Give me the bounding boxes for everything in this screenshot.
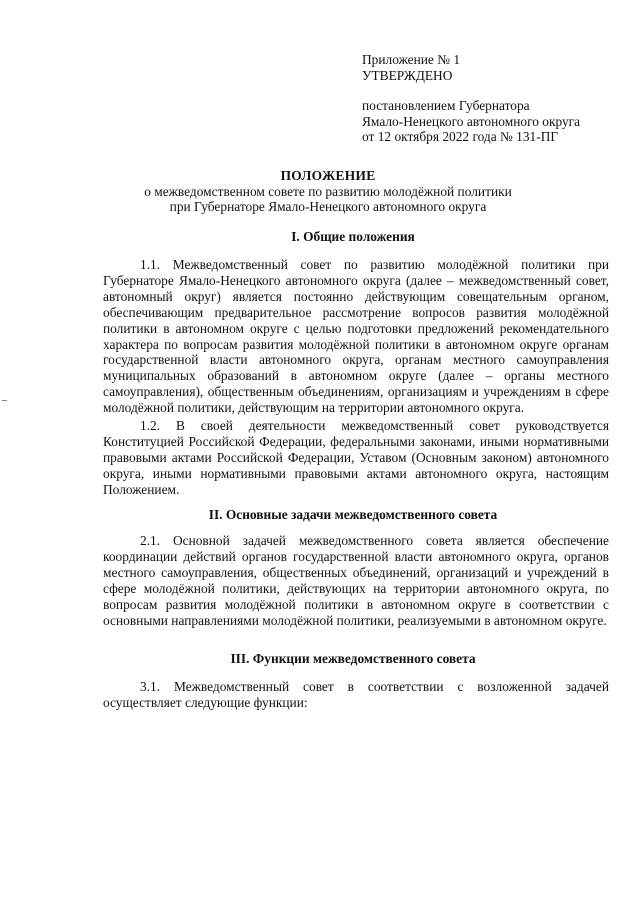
paragraph-1-2: 1.2. В своей деятельности межведомственный совет руководствуется Конституцией Российской Федерации, федеральными законами, иными нормативными правовыми актами Российской Федерации, Уставом (Основным законом) автономного округа, иными нормативными правовыми актами автономного округа, настоящим Положением.: [103, 418, 609, 497]
document-subtitle-line-2: при Губернаторе Ямало-Ненецкого автономного округа: [169, 199, 487, 214]
document-title: ПОЛОЖЕНИЕ: [280, 168, 376, 183]
scan-margin-mark: [2, 400, 7, 401]
appendix-approval-block: [362, 52, 622, 145]
paragraph-3-1: 3.1. Межведомственный совет в соответствии с возложенной задачей осуществляет следующие функции:: [103, 679, 609, 710]
spacer: [362, 83, 622, 98]
appendix-number: Приложение № 1: [362, 52, 461, 67]
paragraph-1-1: 1.1. Межведомственный совет по развитию молодёжной политики при Губернаторе Ямало-Ненецкого автономного округа (далее – межведомственный совет, автономный округ) является постоянно действующим совещательным органом, обеспечивающим предварительное рассмотрение вопросов развития молодёжной политики в автономном округе с целью подготовки предложений рекомендательного характера по вопросам развития молодёжной политики в автономном округе органам государственной власти автономного округа, органам местного самоуправления муниципальных образований в автономном округе (далее – органы местного самоуправления), общественным объединениям, организациям и учреждениям в сфере молодёжной политики, действующим на территории автономного округа.: [103, 257, 609, 416]
decree-line-2: Ямало-Ненецкого автономного округа: [362, 113, 581, 129]
decree-line-1: постановлением Губернатора: [362, 98, 530, 113]
decree-line-3: от 12 октября 2022 года № 131-ПГ: [362, 129, 559, 144]
section-3-heading: III. Функции межведомственного совета: [230, 651, 476, 666]
document-title-block: [100, 168, 556, 215]
section-2-heading: II. Основные задачи межведомственного совета: [208, 507, 498, 522]
paragraph-2-1: 2.1. Основной задачей межведомственного совета является обеспечение координации действий органов государственной власти автономного округа, органов местного самоуправления, общественных объединений, организаций и учреждений в сфере молодёжной политики, действующих на территории автономного округа, по вопросам развития молодёжной политики в автономном округе в соответствии с основными направлениями молодёжной политики, реализуемыми в автономном округе.: [103, 533, 609, 628]
approved-stamp-text: УТВЕРЖДЕНО: [362, 67, 453, 83]
section-1-heading: I. Общие положения: [291, 229, 415, 244]
document-subtitle-line-1: о межведомственном совете по развитию молодёжной политики: [144, 183, 512, 199]
